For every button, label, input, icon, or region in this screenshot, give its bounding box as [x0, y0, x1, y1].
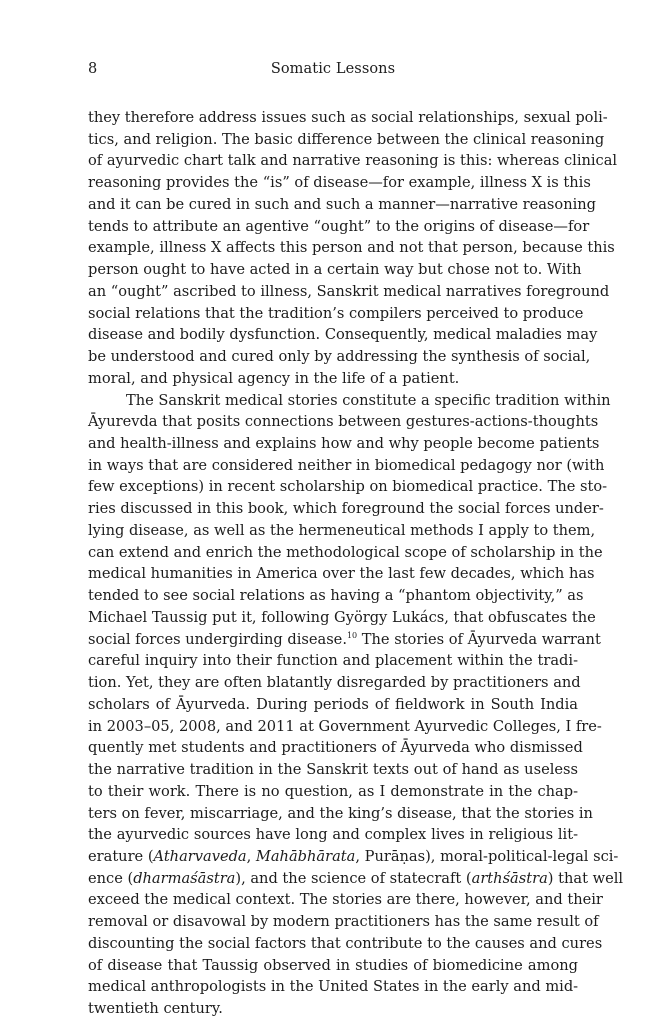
- text-line: [88, 150, 618, 172]
- text-segment: , Purāṇas), moral-political-legal sci-: [355, 847, 619, 865]
- text-segment: disease and bodily dysfunction. Consequently, medical maladies may: [88, 326, 598, 344]
- text-segment: exceed the medical context. The stories are there, however, and their: [88, 891, 603, 909]
- text-line: [88, 824, 578, 846]
- text-segment: Michael Taussig put it, following György Lukács, that obfuscates the: [88, 608, 596, 626]
- text-line: [88, 455, 605, 477]
- text-segment: ters on fever, miscarriage, and the king’s disease, that the stories in: [88, 804, 593, 822]
- text-segment: and it can be cured in such and such a manner—narrative reasoning: [88, 195, 597, 213]
- text-line: [88, 259, 582, 281]
- text-segment: be understood and cured only by addressing the synthesis of social,: [88, 348, 591, 366]
- italic-term: Atharvaveda: [153, 847, 247, 865]
- text-line: [88, 803, 593, 825]
- text-line: [88, 237, 615, 259]
- text-segment: and health-illness and explains how and why people become patients: [88, 435, 600, 453]
- text-segment: the ayurvedic sources have long and complex lives in religious lit-: [88, 826, 578, 844]
- italic-term: arthśāstra: [471, 869, 548, 887]
- text-segment: tended to see social relations as having a “phantom objectivity,” as: [88, 587, 584, 605]
- text-line: [88, 411, 599, 433]
- text-segment: in ways that are considered neither in biomedical pedagogy nor (with: [88, 456, 605, 474]
- text-line: [88, 194, 597, 216]
- text-line: [88, 281, 610, 303]
- text-line: [88, 716, 602, 738]
- text-segment: reasoning provides the “is” of disease—for example, illness X is this: [88, 174, 591, 192]
- text-line: [88, 759, 578, 781]
- text-segment: ,: [246, 847, 256, 865]
- text-line: [88, 868, 624, 890]
- text-line: [88, 433, 600, 455]
- text-line: [88, 107, 608, 129]
- text-segment: the narrative tradition in the Sanskrit texts out of hand as useless: [88, 761, 578, 779]
- text-segment: of ayurvedic chart talk and narrative reasoning is this: whereas clinical: [88, 152, 618, 170]
- text-segment: erature (: [88, 847, 154, 865]
- text-line: [88, 324, 598, 346]
- text-segment: quently met students and practitioners of Āyurveda who dismissed: [88, 739, 583, 757]
- text-segment: social forces undergirding disease.: [88, 630, 347, 648]
- text-line: [88, 846, 619, 868]
- text-segment: ence (: [88, 869, 134, 887]
- italic-term: Mahābhārata: [255, 847, 356, 865]
- text-line: [88, 933, 603, 955]
- text-line: [88, 498, 604, 520]
- text-segment: medical anthropologists in the United States in the early and mid-: [88, 978, 579, 996]
- text-segment: twentieth century.: [88, 1000, 223, 1018]
- text-line: [88, 694, 578, 716]
- page-number: 8: [88, 61, 98, 77]
- text-line: [88, 563, 595, 585]
- text-segment: moral, and physical agency in the life of a patient.: [88, 369, 460, 387]
- text-segment: ), and the science of statecraft (: [235, 869, 472, 887]
- text-segment: lying disease, as well as the hermeneutical methods I apply to them,: [88, 521, 596, 539]
- text-line: [88, 607, 596, 629]
- text-segment: removal or disavowal by modern practitioners has the same result of: [88, 913, 599, 931]
- text-segment: in 2003–05, 2008, and 2011 at Government Ayurvedic Colleges, I fre-: [88, 717, 602, 735]
- body-text: [88, 107, 624, 1020]
- text-segment: The Sanskrit medical stories constitute a specific tradition within: [126, 391, 611, 409]
- text-segment: tion. Yet, they are often blatantly disregarded by practitioners and: [88, 674, 581, 692]
- text-line: [88, 629, 601, 651]
- text-line: [88, 737, 583, 759]
- italic-term: dharmaśāstra: [133, 869, 236, 887]
- text-line: [88, 650, 578, 672]
- text-segment: careful inquiry into their function and placement within the tradi-: [88, 652, 578, 670]
- page-header: [88, 58, 578, 82]
- text-line: [88, 368, 578, 390]
- text-segment: of disease that Taussig observed in studies of biomedicine among: [88, 956, 578, 974]
- text-line: [88, 129, 605, 151]
- text-line: [88, 172, 591, 194]
- text-line: [88, 672, 581, 694]
- text-line: [88, 889, 603, 911]
- text-line: [88, 346, 591, 368]
- text-segment: discounting the social factors that contribute to the causes and cures: [88, 934, 603, 952]
- text-segment: medical humanities in America over the last few decades, which has: [88, 565, 595, 583]
- text-line: [88, 955, 578, 977]
- text-segment: ries discussed in this book, which foreground the social forces under-: [88, 500, 604, 518]
- text-segment: can extend and enrich the methodological scope of scholarship in the: [88, 543, 603, 561]
- text-segment: social relations that the tradition’s compilers perceived to produce: [88, 304, 584, 322]
- text-segment: they therefore address issues such as social relationships, sexual poli-: [88, 109, 608, 126]
- text-line: [88, 976, 578, 998]
- text-segment: Āyurevda that posits connections between gestures-actions-thoughts: [88, 413, 599, 431]
- text-line: [88, 585, 584, 607]
- text-line: [88, 520, 596, 542]
- text-line: [88, 542, 603, 564]
- running-head: Somatic Lessons: [270, 61, 396, 77]
- text-segment: few exceptions) in recent scholarship on biomedical practice. The sto-: [88, 478, 608, 496]
- text-line: [88, 998, 578, 1020]
- text-line: [88, 390, 611, 412]
- text-segment: tends to attribute an agentive “ought” to the origins of disease—for: [88, 217, 590, 235]
- text-segment: an “ought” ascribed to illness, Sanskrit medical narratives foreground: [88, 282, 610, 300]
- text-line: [88, 216, 590, 238]
- text-line: [88, 781, 578, 803]
- text-segment: tics, and religion. The basic difference between the clinical reasoning: [88, 130, 605, 148]
- text-segment: to their work. There is no question, as I demonstrate in the chap-: [88, 782, 578, 800]
- text-segment: person ought to have acted in a certain way but chose not to. With: [88, 261, 582, 279]
- footnote-reference[interactable]: 10: [346, 630, 358, 640]
- text-line: [88, 911, 599, 933]
- text-segment: example, illness X affects this person and not that person, because this: [88, 239, 615, 257]
- text-line: [88, 476, 608, 498]
- text-segment: scholars of Āyurveda. During periods of fieldwork in South India: [88, 695, 578, 713]
- text-segment: ) that well: [547, 869, 624, 887]
- text-line: [88, 303, 584, 325]
- text-segment: The stories of Āyurveda warrant: [357, 630, 601, 648]
